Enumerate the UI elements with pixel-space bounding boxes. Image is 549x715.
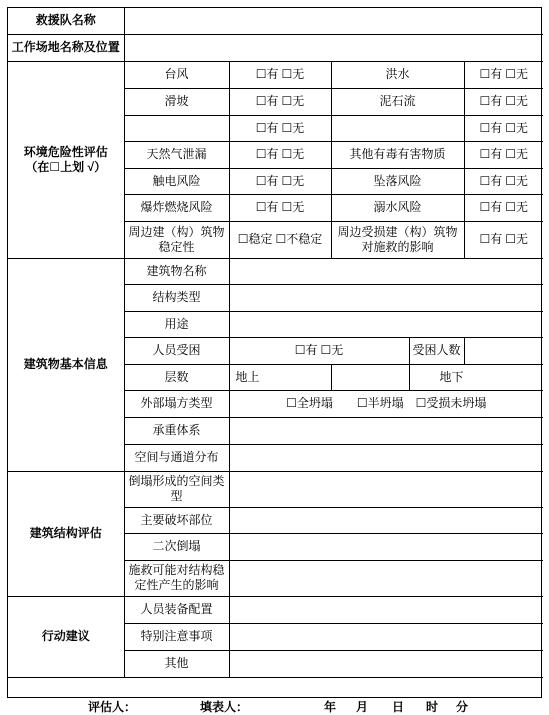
env-yes-no[interactable]: ☐有 ☐无	[229, 141, 331, 168]
notes-field[interactable]	[229, 623, 543, 650]
structure-type-field[interactable]	[229, 284, 543, 311]
filler-label: 填表人：	[200, 699, 249, 714]
assessment-form	[7, 7, 542, 714]
env-yes-no[interactable]: ☐有 ☐无	[229, 194, 331, 221]
structure-section-label: 建筑结构评估	[8, 471, 124, 596]
env-yes-no[interactable]: ☐有 ☐无	[464, 194, 543, 221]
rescue-impact-field[interactable]	[229, 560, 543, 596]
env-section-title: 环境危险性评估	[23, 144, 108, 159]
action-section-label: 行动建议	[8, 596, 124, 677]
surrounding-damage-label: 周边受损建（构）筑物对施救的影响	[331, 221, 464, 258]
env-yes-no[interactable]: ☐有 ☐无	[464, 115, 543, 141]
space-distribution-field[interactable]	[229, 444, 543, 471]
space-distribution-label: 空间与通道分布	[124, 444, 229, 471]
secondary-collapse-label: 二次倒塌	[124, 533, 229, 560]
env-item-label: 洪水	[331, 61, 464, 88]
assessor-label: 评估人：	[88, 699, 137, 714]
env-item-label: 溺水风险	[331, 194, 464, 221]
env-yes-no[interactable]: ☐有 ☐无	[229, 168, 331, 194]
env-yes-no[interactable]: ☐有 ☐无	[464, 88, 543, 115]
below-ground-label: 地下	[409, 364, 543, 390]
collapse-space-field[interactable]	[229, 471, 543, 507]
site-field[interactable]	[124, 34, 543, 61]
above-ground-field[interactable]	[331, 364, 409, 390]
other-label: 其他	[124, 650, 229, 677]
building-section-label: 建筑物基本信息	[8, 258, 124, 471]
building-name-label: 建筑物名称	[124, 258, 229, 284]
stability-options[interactable]: ☐稳定 ☐不稳定	[229, 221, 331, 258]
env-item-label: 其他有毒有害物质	[331, 141, 464, 168]
usage-label: 用途	[124, 311, 229, 337]
env-item-label: 台风	[124, 61, 229, 88]
env-yes-no[interactable]: ☐有 ☐无	[229, 88, 331, 115]
site-label: 工作场地名称及位置	[8, 34, 124, 61]
equipment-field[interactable]	[229, 596, 543, 623]
env-item-label: 滑坡	[124, 88, 229, 115]
usage-field[interactable]	[229, 311, 543, 337]
env-yes-no[interactable]: ☐有 ☐无	[464, 221, 543, 258]
secondary-collapse-field[interactable]	[229, 533, 543, 560]
collapse-options[interactable]: ☐全坍塌 ☐半坍塌 ☐受损未坍塌	[229, 390, 543, 417]
env-yes-no[interactable]: ☐有 ☐无	[464, 141, 543, 168]
floors-label: 层数	[124, 364, 229, 390]
load-system-field[interactable]	[229, 417, 543, 444]
assessment-table	[8, 8, 543, 714]
env-yes-no[interactable]: ☐有 ☐无	[464, 168, 543, 194]
structure-type-label: 结构类型	[124, 284, 229, 311]
day-label: 日	[392, 699, 405, 714]
trapped-label: 人员受困	[124, 337, 229, 364]
damage-part-label: 主要破坏部位	[124, 507, 229, 533]
month-label: 月	[356, 699, 369, 714]
trapped-count-label: 受困人数	[409, 337, 464, 364]
env-section-label	[8, 61, 124, 258]
env-item-label: 天然气泄漏	[124, 141, 229, 168]
hour-label: 时	[426, 699, 439, 714]
env-item-label[interactable]	[124, 115, 229, 141]
trapped-yes-no[interactable]: ☐有 ☐无	[229, 337, 409, 364]
building-name-field[interactable]	[229, 258, 543, 284]
signature-row	[8, 677, 543, 714]
env-item-label[interactable]	[331, 115, 464, 141]
year-label: 年	[324, 699, 337, 714]
collapse-space-label: 倒塌形成的空间类型	[124, 471, 229, 507]
env-item-label: 泥石流	[331, 88, 464, 115]
env-section-hint: （在☐上划 √）	[25, 159, 107, 174]
minute-label: 分	[456, 699, 469, 714]
damage-part-field[interactable]	[229, 507, 543, 533]
env-yes-no[interactable]: ☐有 ☐无	[229, 61, 331, 88]
env-item-label: 坠落风险	[331, 168, 464, 194]
collapse-type-label: 外部塌方类型	[124, 390, 229, 417]
notes-label: 特别注意事项	[124, 623, 229, 650]
surrounding-stability-label: 周边建（构）筑物稳定性	[124, 221, 229, 258]
env-yes-no[interactable]: ☐有 ☐无	[229, 115, 331, 141]
env-item-label: 触电风险	[124, 168, 229, 194]
equipment-label: 人员装备配置	[124, 596, 229, 623]
env-item-label: 爆炸燃烧风险	[124, 194, 229, 221]
rescue-impact-label: 施救可能对结构稳定性产生的影响	[124, 560, 229, 596]
trapped-count-field[interactable]	[464, 337, 543, 364]
team-name-label: 救援队名称	[8, 8, 124, 34]
above-ground-label: 地上	[229, 364, 331, 390]
team-name-field[interactable]	[124, 8, 543, 34]
env-yes-no[interactable]: ☐有 ☐无	[464, 61, 543, 88]
other-field[interactable]	[229, 650, 543, 677]
load-system-label: 承重体系	[124, 417, 229, 444]
